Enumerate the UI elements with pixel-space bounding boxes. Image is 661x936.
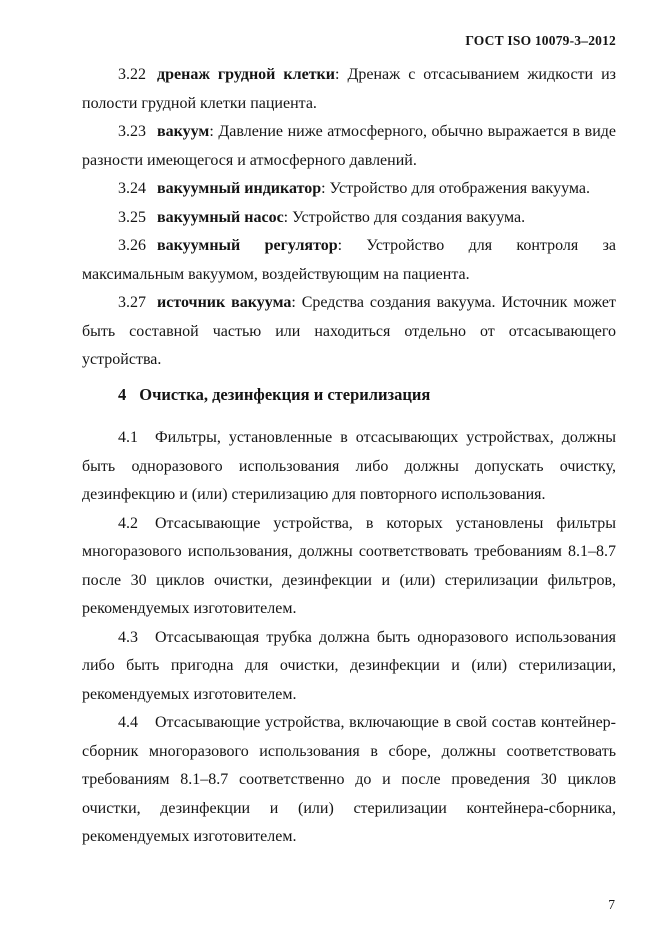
- term-text: вакуум: [157, 123, 210, 140]
- definition-text: : Средства создания вакуума. Источник может быть составной частью или находиться отдельно от отсасывающего устройства.: [82, 294, 616, 368]
- term-text: вакуумный насос: [157, 208, 284, 226]
- definition-paragraph: [82, 204, 616, 233]
- doc-code-header: ГОСТ ISO 10079-3–2012: [465, 33, 616, 48]
- clause-number: 4.4: [118, 714, 138, 731]
- definition-text: : Устройство для отображения вакуума.: [321, 180, 590, 197]
- clause-number: 3.24: [118, 180, 146, 197]
- clause-number: 4.1: [118, 429, 138, 446]
- definition-text: : Устройство для контроля за максимальным вакуумом, воздействующим на пациента.: [82, 237, 616, 283]
- term-text: вакуумный индикатор: [157, 180, 322, 197]
- definition-paragraph: [82, 289, 616, 375]
- clause-text: Фильтры, установленные в отсасывающих устройствах, должны быть одноразового использования либо должны допускать очистку, дезинфекцию и (или) стерилизацию для повторного использования.: [82, 429, 616, 503]
- clause-paragraph: [82, 624, 616, 710]
- page-content: [82, 61, 616, 852]
- definition-paragraph: [82, 118, 616, 175]
- clause-number: 3.26: [118, 237, 146, 254]
- term-text: источник вакуума: [157, 294, 292, 311]
- section-heading: [82, 381, 616, 410]
- page-number: 7: [608, 897, 615, 912]
- clause-text: Отсасывающая трубка должна быть одноразового использования либо быть пригодна для очистки, дезинфекции и (или) стерилизации, рекомендуемых изготовителем.: [82, 628, 616, 703]
- clause-number: 3.23: [118, 123, 146, 140]
- clause-number: 3.25: [118, 208, 146, 226]
- section-number: 4: [118, 384, 127, 404]
- definition-paragraph: [82, 232, 616, 289]
- clause-number: 4.3: [118, 628, 138, 646]
- clause-text: Отсасывающие устройства, включающие в свой состав контейнер-сборник многоразового использования в сборе, должны соответствовать требованиям 8.1–8.7 соответственно до и после проведения 30 циклов очистки, дезинфекции и (или) стерилизации контейнера-сборника, рекомендуемых изготовителем.: [82, 714, 616, 845]
- clause-paragraph: [82, 424, 616, 510]
- definition-paragraph: [82, 61, 616, 118]
- definition-paragraph: [82, 175, 616, 204]
- clause-text: Отсасывающие устройства, в которых установлены фильтры многоразового использования, должны соответствовать требованиям 8.1–8.7 после 30 циклов очистки, дезинфекции и (или) стерилизации фильтров, рекомендуемых изготовителем.: [82, 514, 616, 617]
- term-text: дренаж грудной клетки: [157, 66, 335, 83]
- definition-text: : Дренаж с отсасыванием жидкости из полости грудной клетки пациента.: [82, 66, 616, 112]
- clause-number: 3.22: [118, 66, 146, 83]
- clause-number: 4.2: [118, 514, 138, 532]
- clause-paragraph: [82, 510, 616, 624]
- clause-number: 3.27: [118, 294, 146, 311]
- definition-text: : Давление ниже атмосферного, обычно выражается в виде разности имеющегося и атмосферного давлений.: [82, 123, 616, 169]
- section-title: Очистка, дезинфекция и стерилизация: [139, 384, 431, 404]
- definition-text: : Устройство для создания вакуума.: [283, 208, 526, 226]
- clause-paragraph: [82, 709, 616, 852]
- term-text: вакуумный регулятор: [157, 237, 338, 254]
